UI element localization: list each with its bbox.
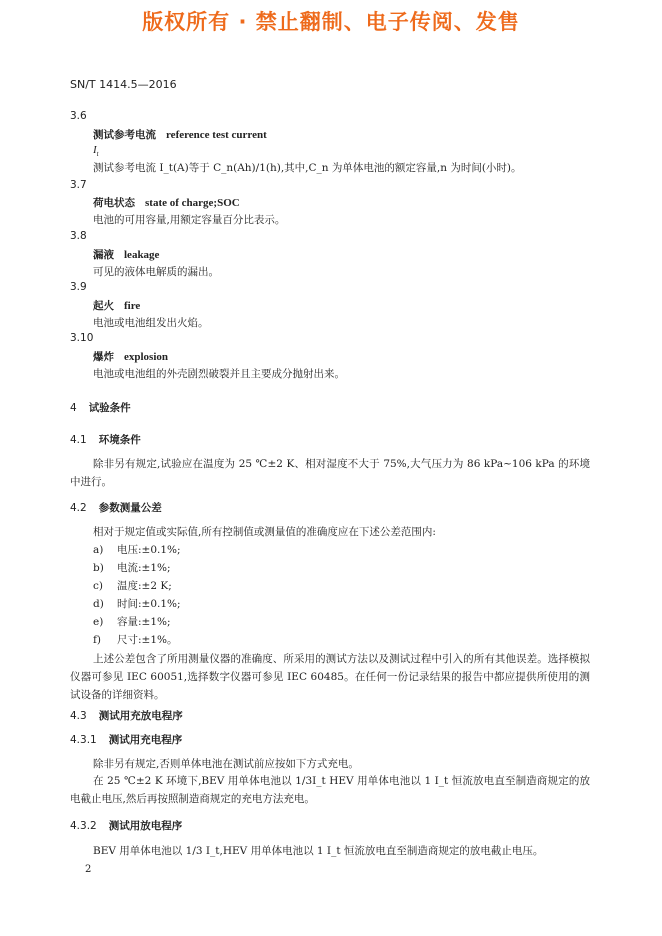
- term-en: state of charge;SOC: [145, 197, 240, 209]
- list-item: d) 时间:±0.1%;: [93, 598, 181, 610]
- term-symbol: $I_t$: [93, 144, 99, 159]
- section-heading: 4.1 环境条件: [70, 434, 141, 446]
- list-item: c) 温度:±2 K;: [93, 580, 172, 592]
- term-number: 3.6: [70, 110, 87, 122]
- term-number: 3.8: [70, 230, 87, 242]
- term-number: 3.7: [70, 179, 87, 191]
- term-heading: [93, 127, 267, 142]
- document-id: SN/T 1414.5—2016: [70, 78, 177, 91]
- section-paragraph: 在 25 ℃±2 K 环境下,BEV 用单体电池以 1/3I_t HEV 用单体电池以 1 I_t 恒流放电直至制造商规定的放电截止电压,然后再按照制造商规定的充电方法充电。: [70, 775, 590, 805]
- term-zh: 爆炸: [93, 351, 114, 363]
- term-zh: 荷电状态: [93, 197, 135, 209]
- term-definition: 电池或电池组发出火焰。: [93, 317, 209, 329]
- section-heading: 4.3.2 测试用放电程序: [70, 820, 183, 832]
- term-zh: 起火: [93, 300, 114, 312]
- term-heading: [93, 247, 159, 262]
- term-definition: 测试参考电流 I_t(A)等于 C_n(Ah)/1(h),其中,C_n 为单体电池的额定容量,n 为时间(小时)。: [93, 162, 522, 174]
- term-zh: 漏液: [93, 249, 114, 261]
- term-number: 3.9: [70, 281, 87, 293]
- section-heading: 4 试验条件: [70, 402, 131, 414]
- section-heading: 4.2 参数测量公差: [70, 502, 162, 514]
- term-en: explosion: [124, 351, 169, 363]
- term-heading: [93, 195, 240, 210]
- copyright-banner: 版权所有 · 禁止翻制、电子传阅、发售: [142, 10, 520, 34]
- section-paragraph: 除非另有规定,否则单体电池在测试前应按如下方式充电。: [93, 758, 359, 770]
- term-heading: [93, 349, 168, 364]
- term-en: fire: [124, 300, 141, 312]
- term-heading: [93, 298, 140, 313]
- section-heading: 4.3.1 测试用充电程序: [70, 734, 183, 746]
- list-item: f) 尺寸:±1%。: [93, 634, 178, 646]
- page-number: 2: [85, 864, 92, 875]
- term-en: leakage: [124, 249, 160, 261]
- section-heading: 4.3 测试用充放电程序: [70, 710, 183, 722]
- list-item: a) 电压:±0.1%;: [93, 544, 181, 556]
- list-item: e) 容量:±1%;: [93, 616, 171, 628]
- section-paragraph: BEV 用单体电池以 1/3 I_t,HEV 用单体电池以 1 I_t 恒流放电直至制造商规定的放电截止电压。: [93, 845, 544, 857]
- section-paragraph: 上述公差包含了所用测量仪器的准确度、所采用的测试方法以及测试过程中引入的所有其他误差。选择模拟仪器可参见 IEC 60051,选择数字仪器可参见 IEC 60485。在任何一份记录结果的报告中都应提供所使用的测试设备的详细资料。: [70, 653, 590, 701]
- term-definition: 可见的液体电解质的漏出。: [93, 266, 219, 278]
- section-paragraph: 除非另有规定,试验应在温度为 25 ℃±2 K、相对湿度不大于 75%,大气压力为 86 kPa~106 kPa 的环境中进行。: [70, 458, 590, 488]
- term-definition: 电池的可用容量,用额定容量百分比表示。: [93, 214, 286, 226]
- list-item: b) 电流:±1%;: [93, 562, 171, 574]
- term-en: reference test current: [166, 129, 267, 141]
- term-definition: 电池或电池组的外壳剧烈破裂并且主要成分抛射出来。: [93, 368, 345, 380]
- section-paragraph: 相对于规定值或实际值,所有控制值或测量值的准确度应在下述公差范围内:: [93, 526, 436, 538]
- term-number: 3.10: [70, 332, 94, 344]
- term-zh: 测试参考电流: [93, 129, 156, 141]
